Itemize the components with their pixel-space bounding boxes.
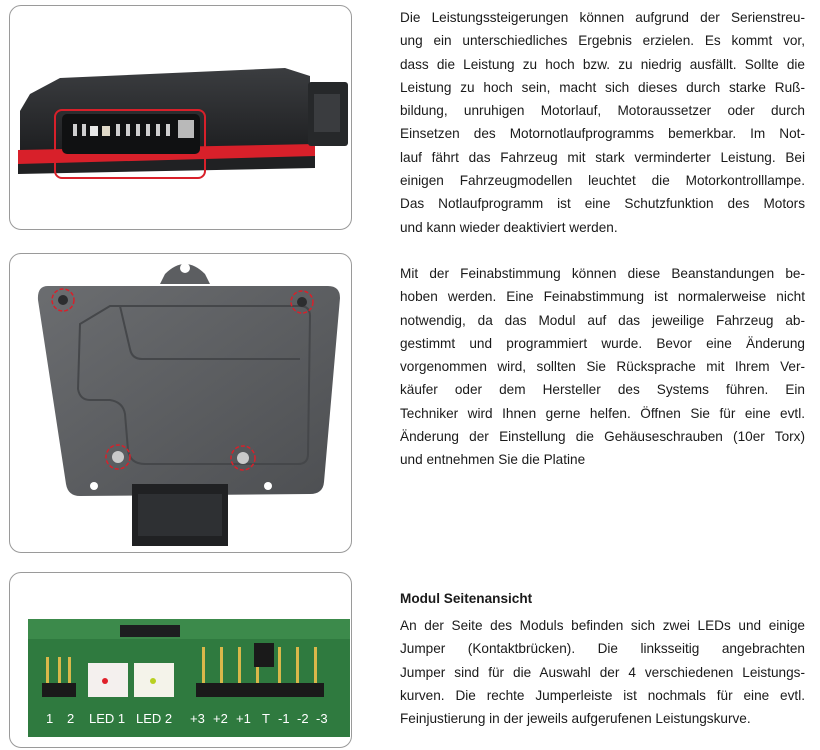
text-line: ung ein unterschiedliches Ergebnis erzielen. Es kommt vor, bbox=[400, 33, 805, 49]
photo-module-side-view bbox=[9, 5, 352, 230]
text-line: kurven. Die rechte Jumperleiste ist nochmals für eine evtl. bbox=[400, 687, 805, 703]
text-line: einigen Fahrzeugmodellen leuchtet die Motorkontrolllampe. bbox=[400, 173, 805, 189]
photo-pcb-jumpers bbox=[9, 572, 352, 748]
pin-label-minus2: -2 bbox=[297, 711, 309, 726]
module-side-illustration bbox=[10, 6, 350, 228]
text-line: Leistung zu hoch sein, macht sich dieses durch starke Ruß- bbox=[400, 79, 805, 95]
pin-label-led2: LED 2 bbox=[136, 711, 173, 726]
pin-label-plus3: +3 bbox=[190, 711, 205, 726]
text-line: Mit der Feinabstimmung können diese Beanstandungen be- bbox=[400, 266, 805, 281]
paragraph-serienstreuung bbox=[400, 6, 805, 239]
text-line: käufer oder dem Hersteller des Systems führen. Ein bbox=[400, 382, 805, 398]
text-line: bildung, unruhigen Motorlauf, Motoraussetzer oder durch bbox=[400, 103, 805, 119]
text-line: dass die Leistung zu hoch bzw. zu niedrig ausfällt. Sollte die bbox=[400, 56, 805, 72]
text-line: notwendig, da das Modul auf das jeweilige Fahrzeug ab- bbox=[400, 312, 805, 328]
text-line: Das Notlaufprogramm ist eine Schutzfunktion des Motors bbox=[400, 196, 805, 212]
pin-label-t: T bbox=[262, 711, 270, 726]
led-1 bbox=[88, 663, 128, 697]
text-line: und entnehmen Sie die Platine bbox=[400, 452, 586, 468]
text-line: Feinjustierung in der jeweils aufgerufenen Leistungskurve. bbox=[400, 711, 751, 727]
text-line: Änderung der Einstellung die Gehäuseschrauben (10er Torx) bbox=[400, 429, 805, 445]
pin-label-led1: LED 1 bbox=[89, 711, 126, 726]
text-line: Einsetzen des Motornotlaufprogramms bemerkbar. Im Not- bbox=[400, 126, 805, 142]
text-line: Die Leistungssteigerungen können aufgrund der Serienstreu- bbox=[400, 10, 805, 25]
text-line: Jumper (Kontaktbrücken). Die linksseitig angebrachten bbox=[400, 641, 805, 657]
pcb-illustration bbox=[10, 573, 350, 746]
pin-label-plus1: +1 bbox=[236, 711, 251, 726]
pin-label-plus2: +2 bbox=[213, 711, 228, 726]
pin-label-minus1: -1 bbox=[278, 711, 290, 726]
text-line: lauf fährt das Fahrzeug mit stark verminderter Leistung. Bei bbox=[400, 149, 805, 165]
jumper-cap bbox=[254, 643, 274, 667]
text-line: Jumper sind für die Auswahl der 4 verschiedenen Leistungs- bbox=[400, 664, 805, 680]
paragraph-feinabstimmung bbox=[400, 262, 805, 472]
text-line: gestimmt und programmiert wurde. Bevor eine Änderung bbox=[400, 335, 805, 351]
text-line: vorgenommen wird, sollten Sie Rücksprache mit Ihrem Ver- bbox=[400, 359, 805, 375]
paragraph-seitenansicht bbox=[400, 614, 805, 730]
text-line: An der Seite des Moduls befinden sich zwei LEDs und einige bbox=[400, 618, 805, 633]
text-line: Techniker wird Ihnen gerne helfen. Öffnen Sie für eine evtl. bbox=[400, 405, 805, 421]
pin-label-1: 1 bbox=[46, 711, 54, 726]
module-top-illustration bbox=[10, 254, 350, 551]
text-line: hoben werden. Eine Feinabstimmung ist normalerweise nicht bbox=[400, 289, 805, 305]
section-title-seitenansicht: Modul Seitenansicht bbox=[400, 591, 533, 606]
photo-module-top-view bbox=[9, 253, 352, 553]
text-line: und kann wieder deaktiviert werden. bbox=[400, 219, 618, 235]
pin-label-minus3: -3 bbox=[316, 711, 328, 726]
pin-label-2: 2 bbox=[67, 711, 75, 726]
